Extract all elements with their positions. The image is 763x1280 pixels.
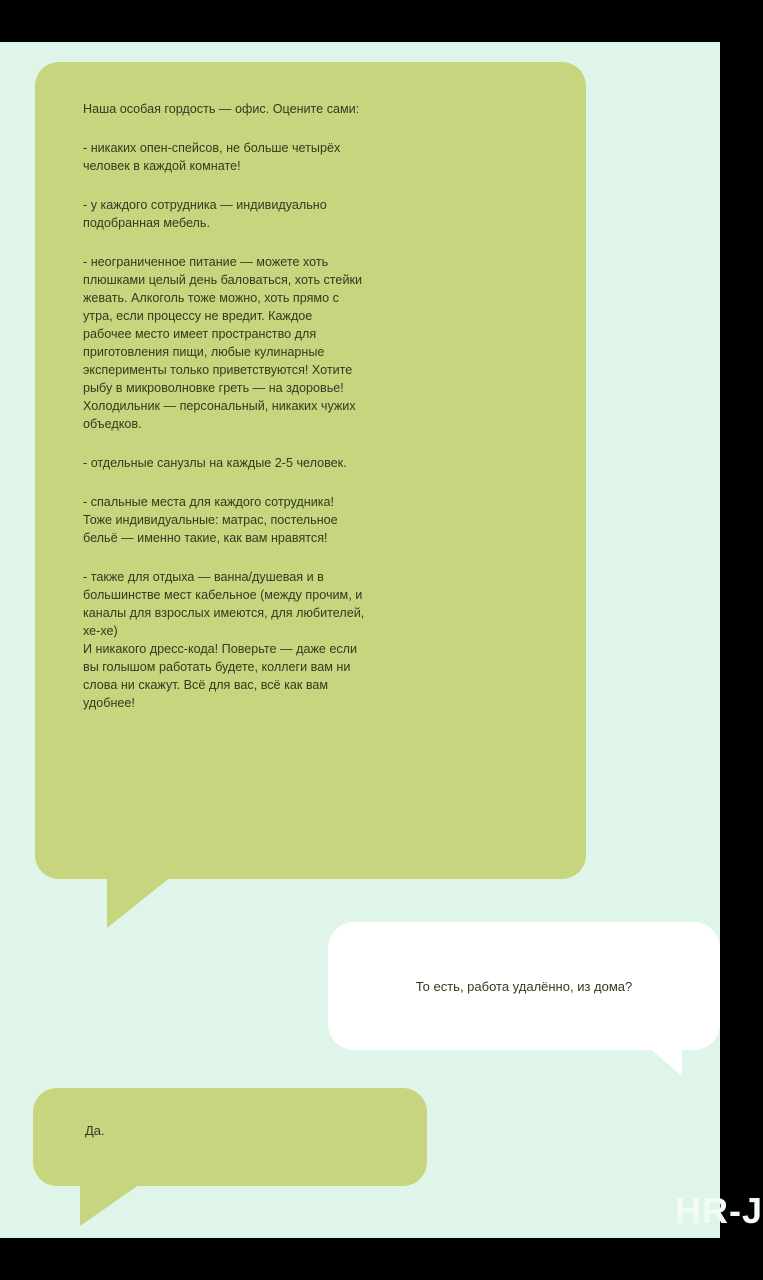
- text-line: Холодильник — персональный, никаких чужих: [83, 399, 356, 413]
- text-line: каналы для взрослых имеются, для любителей,: [83, 606, 365, 620]
- text-line: человек в каждой комнате!: [83, 159, 241, 173]
- text-line: И никакого дресс-кода! Поверьте — даже если: [83, 642, 358, 656]
- watermark: HR-J: [675, 1190, 763, 1231]
- speech-bubble-tail-right: [642, 1042, 682, 1076]
- paragraph: [83, 493, 544, 547]
- answer-text: Да.: [85, 1123, 105, 1138]
- paragraph: [83, 253, 544, 433]
- text-line: большинстве мест кабельное (между прочим, и: [83, 588, 363, 602]
- text-line: рабочее место имеет пространство для: [83, 327, 317, 341]
- text-line: хе-хе): [83, 624, 118, 638]
- speech-bubble-tail-left: [107, 872, 177, 928]
- text-line: подобранная мебель.: [83, 216, 210, 230]
- text-line: жевать. Алкоголь тоже можно, хоть прямо с: [83, 291, 339, 305]
- text-line: удобнее!: [83, 696, 135, 710]
- speech-bubble-office-description: [35, 62, 586, 879]
- text-line: Тоже индивидуальные: матрас, постельное: [83, 513, 338, 527]
- text-line: - спальные места для каждого сотрудника!: [83, 495, 335, 509]
- text-line: Наша особая гордость — офис. Оцените сами:: [83, 102, 360, 116]
- text-line: - у каждого сотрудника — индивидуально: [83, 198, 327, 212]
- text-line: вы голышом работать будете, коллеги вам ни: [83, 660, 351, 674]
- text-line: плюшками целый день баловаться, хоть стейки: [83, 273, 363, 287]
- paragraph: [83, 196, 544, 232]
- text-line: объедков.: [83, 417, 142, 431]
- text-line: утра, если процессу не вредит. Каждое: [83, 309, 313, 323]
- question-text: То есть, работа удалённо, из дома?: [415, 978, 633, 994]
- text-line: - никаких опен-спейсов, не больше четырёх: [83, 141, 341, 155]
- office-description-text: [83, 100, 544, 712]
- text-line: - неограниченное питание — можете хоть: [83, 255, 329, 269]
- text-line: - также для отдыха — ванна/душевая и в: [83, 570, 324, 584]
- speech-bubble-question: [328, 922, 720, 1050]
- speech-bubble-answer: [33, 1088, 427, 1186]
- text-line: приготовления пищи, любые кулинарные: [83, 345, 325, 359]
- speech-bubble-tail-left-bottom: [80, 1180, 146, 1226]
- text-line: эксперименты только приветствуются! Хотите: [83, 363, 353, 377]
- paragraph: [83, 139, 544, 175]
- paragraph: [83, 454, 544, 472]
- text-line: бельё — именно такие, как вам нравятся!: [83, 531, 328, 545]
- text-line: - отдельные санузлы на каждые 2-5 человек.: [83, 456, 347, 470]
- paragraph: [83, 568, 544, 712]
- comic-panel: [0, 42, 763, 1238]
- paragraph: [83, 100, 544, 118]
- text-line: рыбу в микроволновке греть — на здоровье!: [83, 381, 344, 395]
- text-line: слова ни скажут. Всё для вас, всё как вам: [83, 678, 329, 692]
